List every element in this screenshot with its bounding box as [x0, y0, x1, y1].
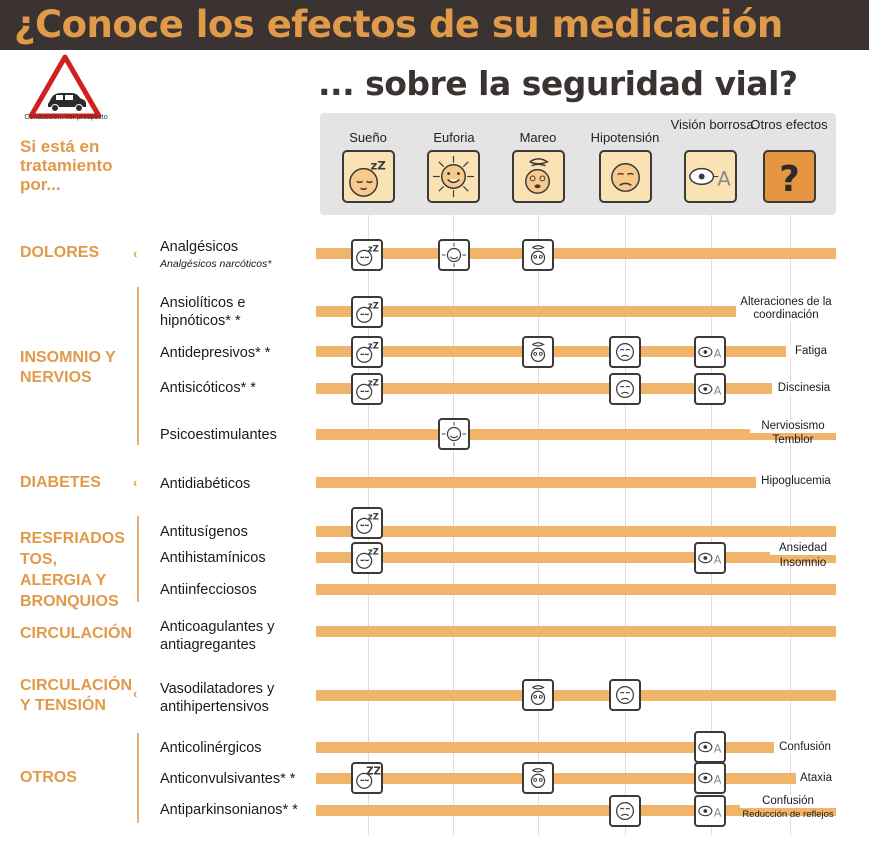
- note-antidiabeticos: Hipoglucemia: [756, 475, 836, 488]
- svg-text:A: A: [713, 384, 722, 398]
- effect-label-vision: Visión borrosa: [670, 117, 754, 132]
- svg-text:A: A: [713, 806, 722, 820]
- svg-text:zZ: zZ: [367, 300, 379, 311]
- note-anticonvulsivantes: Ataxia: [796, 772, 836, 785]
- sleep-icon: [351, 336, 383, 368]
- dizziness-icon: [522, 336, 554, 368]
- drug-vasodilatadores: Vasodilatadores y antihipertensivos: [160, 681, 275, 715]
- hypotension-icon: [609, 336, 641, 368]
- note-psicoestimulantes-1: Nerviosismo: [750, 420, 836, 433]
- hypotension-icon: [609, 795, 641, 827]
- note-antidepresivos: Fatiga: [786, 345, 836, 358]
- sleep-icon: [342, 150, 395, 203]
- drug-anticoagulantes: Anticoagulantes y antiagregantes: [160, 619, 275, 653]
- note-antihistaminicos-1: Ansiedad: [770, 542, 836, 555]
- bar-analgesicos: [316, 248, 836, 259]
- note-ansioliticos: Alteraciones de la coordinación: [736, 296, 836, 322]
- effect-label-mareo: Mareo: [519, 130, 557, 145]
- drug-antidepresivos: Antidepresivos* *: [160, 345, 271, 361]
- drug-antitusigenos: Antitusígenos: [160, 524, 248, 540]
- blurred-vision-icon: [694, 731, 726, 763]
- euphoria-icon: [427, 150, 480, 203]
- bar-anticonvulsivantes: [316, 773, 836, 784]
- svg-text:A: A: [713, 742, 722, 756]
- effect-label-euforia: Euforia: [433, 130, 475, 145]
- effect-label-sueno: Sueño: [349, 130, 387, 145]
- svg-text:A: A: [713, 773, 722, 787]
- blurred-vision-icon: [694, 762, 726, 794]
- title-banner: [0, 0, 869, 50]
- blurred-vision-icon: [694, 336, 726, 368]
- category-insomnio: INSOMNIO Y NERVIOS: [20, 349, 116, 386]
- note-anticolinergicos: Confusión: [774, 741, 836, 754]
- svg-text:A: A: [713, 553, 722, 567]
- sleep-icon: [351, 239, 383, 271]
- blurred-vision-icon: [694, 795, 726, 827]
- bar-antiinfecciosos: [316, 584, 836, 595]
- note-antiparkinsonianos-1: Confusión: [740, 795, 836, 808]
- dizziness-icon: [512, 150, 565, 203]
- svg-text:zZ: zZ: [367, 546, 379, 557]
- hypotension-icon: [609, 373, 641, 405]
- effect-label-hipotension: Hipotensión: [590, 130, 660, 145]
- car-warning-icon: [28, 54, 102, 120]
- category-otros: OTROS: [20, 769, 77, 786]
- hypotension-icon: [609, 679, 641, 711]
- category-circulacion-tension: CIRCULACIÓN Y TENSIÓN: [20, 677, 132, 714]
- bar-antidepresivos: [316, 346, 836, 357]
- category-dolores: DOLORES: [20, 244, 100, 261]
- category-diabetes: DIABETES: [20, 474, 101, 491]
- page-edge: [858, 60, 869, 855]
- drug-antiinfecciosos: Antiinfecciosos: [160, 582, 257, 598]
- svg-text:zZ: zZ: [370, 158, 386, 173]
- bar-antihistaminicos: [316, 552, 836, 563]
- chevron-left-icon: ‹: [133, 475, 138, 490]
- sleep-icon: [351, 296, 383, 328]
- svg-text:zZ: zZ: [367, 340, 379, 351]
- sleep-icon: [351, 507, 383, 539]
- chevron-left-icon: ‹: [133, 246, 138, 261]
- drug-anticonvulsivantes: Anticonvulsivantes* *: [160, 771, 296, 787]
- sleep-icon: [351, 373, 383, 405]
- bar-antitusigenos: [316, 526, 836, 537]
- blurred-vision-icon: [694, 373, 726, 405]
- warning-caption: Conducción: ver prospecto: [24, 114, 108, 121]
- drug-analgesicos-narcoticos: Analgésicos narcóticos*: [160, 258, 272, 270]
- svg-text:ZZ: ZZ: [366, 765, 381, 778]
- note-antihistaminicos-2: Insomnio: [779, 557, 827, 569]
- bar-anticoagulantes: [316, 626, 836, 637]
- dizziness-icon: [522, 679, 554, 711]
- note-antiparkinsonianos-2: Reducción de reflejos: [742, 809, 834, 820]
- chevron-left-icon: ‹: [133, 686, 138, 701]
- drug-anticolinergicos: Anticolinérgicos: [160, 740, 262, 756]
- bar-anticolinergicos: [316, 742, 836, 753]
- svg-text:zZ: zZ: [367, 377, 379, 388]
- svg-text:A: A: [717, 167, 731, 191]
- note-antisicoticos: Discinesia: [772, 382, 836, 395]
- subtitle: ... sobre la seguridad vial?: [318, 64, 798, 103]
- drug-antisicoticos: Antisicóticos* *: [160, 380, 256, 396]
- svg-text:zZ: zZ: [367, 243, 379, 254]
- drug-psicoestimulantes: Psicoestimulantes: [160, 427, 277, 443]
- sleep-icon: [351, 762, 383, 794]
- euphoria-icon: [438, 418, 470, 450]
- category-circulacion: CIRCULACIÓN: [20, 625, 132, 642]
- page-title: ¿Conoce los efectos de su medicación: [14, 3, 783, 46]
- drug-antidiabeticos: Antidiabéticos: [160, 476, 251, 492]
- sleep-icon: [351, 542, 383, 574]
- group-bracket-insomnio: [137, 287, 139, 445]
- blurred-vision-icon: [694, 542, 726, 574]
- note-psicoestimulantes-2: Temblor: [772, 434, 814, 446]
- euphoria-icon: [438, 239, 470, 271]
- drug-antihistaminicos: Antihistamínicos: [160, 550, 266, 566]
- category-resfriados: RESFRIADOS TOS, ALERGIA Y BRONQUIOS: [20, 530, 125, 610]
- intro-text: Si está en tratamiento por...: [20, 137, 113, 194]
- svg-text:zZ: zZ: [367, 511, 379, 522]
- question-mark-icon: [763, 150, 816, 203]
- blurred-vision-icon: [684, 150, 737, 203]
- hypotension-icon: [599, 150, 652, 203]
- svg-text:A: A: [713, 347, 722, 361]
- dizziness-icon: [522, 239, 554, 271]
- drug-analgesicos: Analgésicos: [160, 239, 239, 255]
- group-bracket-otros: [137, 733, 139, 823]
- bar-antisicoticos: [316, 383, 836, 394]
- group-bracket-resfriados: [137, 516, 139, 602]
- svg-text:?: ?: [779, 159, 800, 201]
- drug-ansioliticos: Ansiolíticos e hipnóticos* *: [160, 295, 246, 329]
- bar-vasodilatadores: [316, 690, 836, 701]
- dizziness-icon: [522, 762, 554, 794]
- effect-label-otros: Otros efectos: [750, 117, 828, 132]
- drug-antiparkinsonianos: Antiparkinsonianos* *: [160, 802, 298, 818]
